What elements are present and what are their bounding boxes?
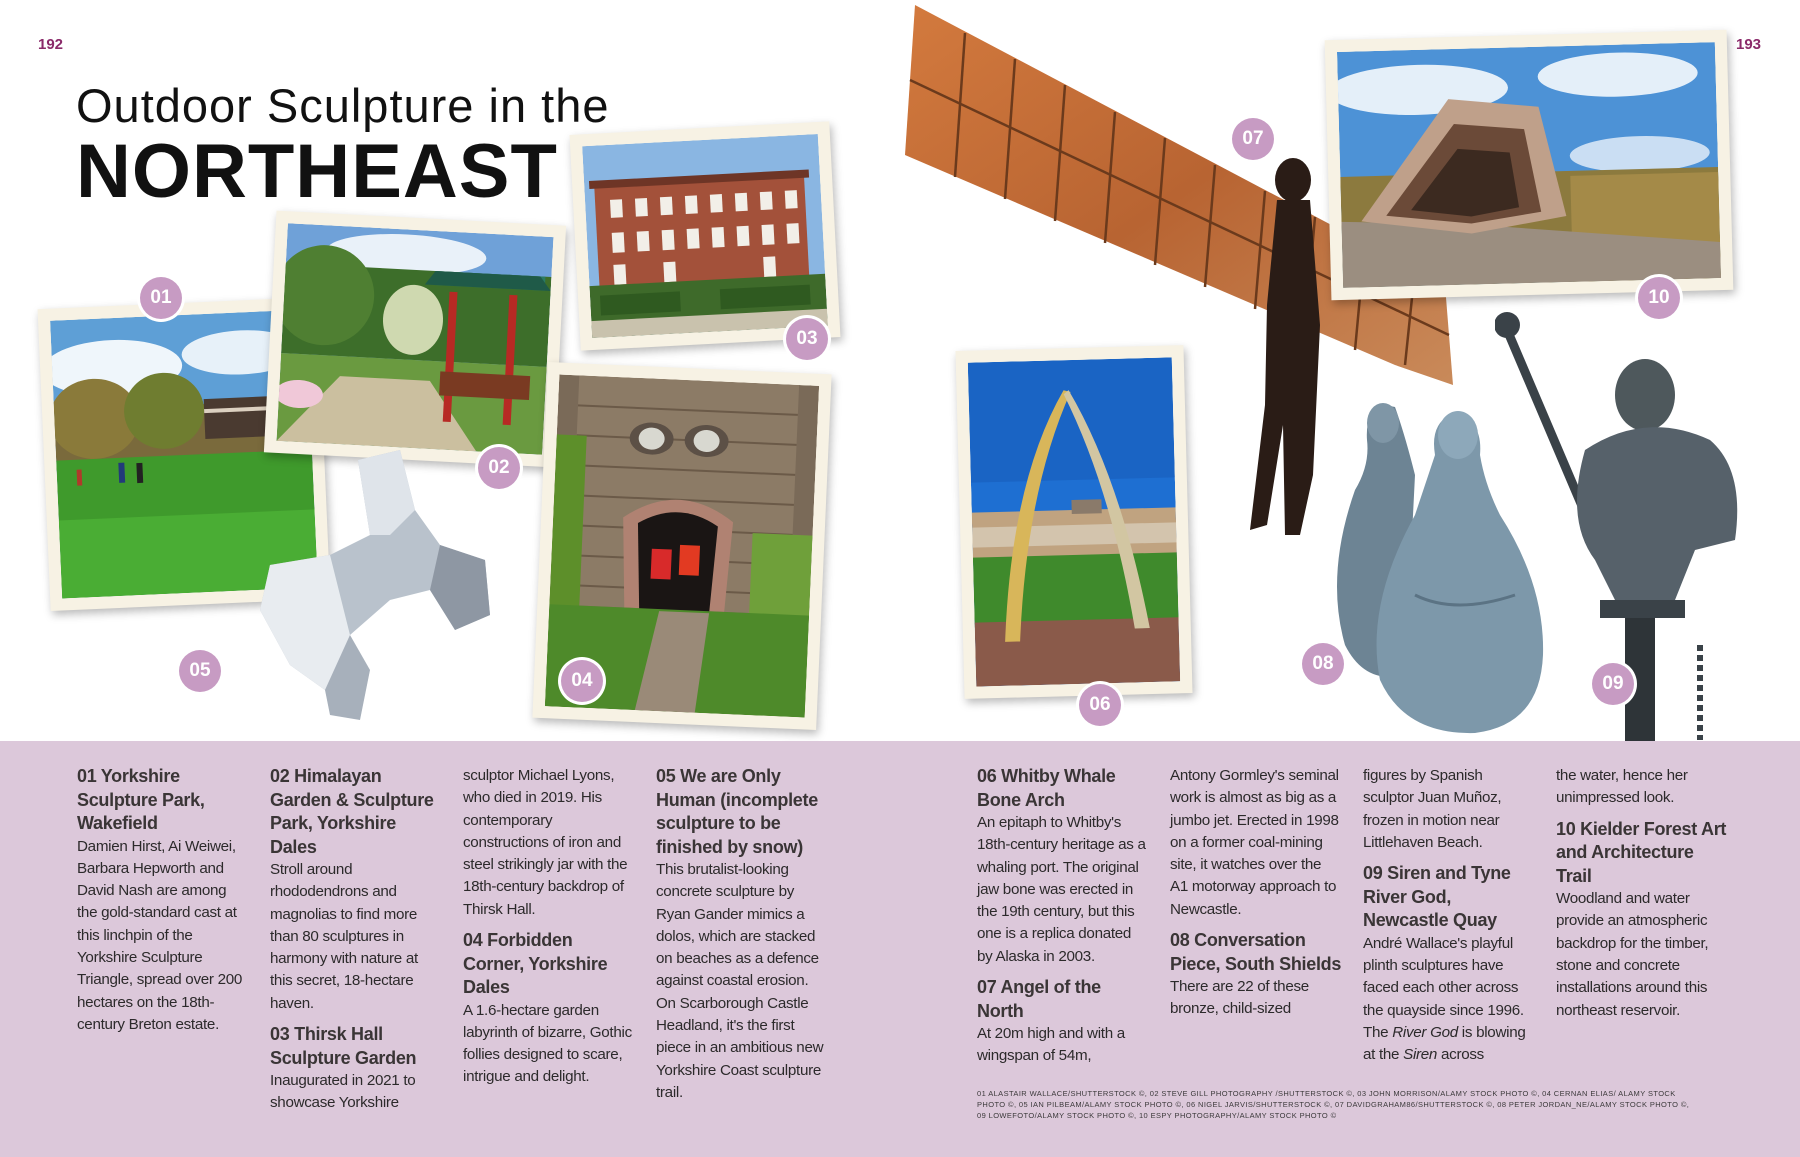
column-8 xyxy=(1556,765,1728,1030)
entry-09-body-part2: is blowing at the xyxy=(1363,1023,1526,1064)
entry-01-body: Damien Hirst, Ai Weiwei, Barbara Hepworth and David Nash are among the gold-standard cast at this linchpin of the Yorkshire Sculpture Triangle, spread over 200 hectares on the 18th-century Breton estate. xyxy=(77,837,243,1033)
entry-03-body-continued: sculptor Michael Lyons, who died in 2019. His contemporary constructions of iron and steel strikingly jar with the 18th-century backdrop of Thirsk Hall. xyxy=(463,767,628,918)
entry-10-body: Woodland and water provide an atmospheric backdrop for the timber, stone and concrete installations around this northeast reservoir. xyxy=(1556,890,1709,1019)
entry-02-heading: 02 Himalayan Garden & Sculpture Park, Yorkshire Dales xyxy=(270,766,434,857)
badge-06: 06 xyxy=(1079,684,1121,726)
badge-07: 07 xyxy=(1232,118,1274,160)
entry-09-body-continued: the water, hence her unimpressed look. xyxy=(1556,767,1688,807)
entry-09-river-god: River God xyxy=(1392,1023,1458,1041)
column-7 xyxy=(1363,765,1535,1074)
column-2 xyxy=(270,765,442,1123)
photo-kielder-forest xyxy=(1325,30,1734,300)
entry-09-body xyxy=(1363,933,1535,1067)
page-number-left: 192 xyxy=(38,36,64,53)
entry-05-heading: 05 We are Only Human (incomplete sculpture to be finished by snow) xyxy=(656,766,818,857)
title-line-2: NORTHEAST xyxy=(76,129,558,214)
entry-05-body: This brutalist-looking concrete sculpture by Ryan Gander mimics a dolos, which are stacked on beaches as a defence against coastal erosion. On Scarborough Castle Headland, it's the first piece in an ambitious new Yorkshire Coast sculpture trail. xyxy=(656,861,824,1101)
entry-03-heading: 03 Thirsk Hall Sculpture Garden xyxy=(270,1024,417,1068)
column-6 xyxy=(1170,765,1342,1029)
badge-02: 02 xyxy=(478,447,520,489)
entry-04-body: A 1.6-hectare garden labyrinth of bizarre, Gothic follies designed to scare, intrigue and delight. xyxy=(463,1001,632,1086)
page-number-right: 193 xyxy=(1736,36,1762,53)
badge-08: 08 xyxy=(1302,643,1344,685)
entry-08-heading: 08 Conversation Piece, South Shields xyxy=(1170,930,1342,974)
entry-09-body-part3: across xyxy=(1437,1046,1484,1064)
photo-himalayan-garden xyxy=(264,211,566,468)
badge-04: 04 xyxy=(561,660,603,702)
entry-06-body: An epitaph to Whitby's 18th-century heritage as a whaling port. The original jaw bone was erected in the 19th century, but this one is a replica donated by Alaska in 2003. xyxy=(977,814,1146,965)
entry-09-body-part1: André Wallace's playful plinth sculptures have faced each other across the quayside since 1996. The xyxy=(1363,934,1524,1041)
entry-10-heading: 10 Kielder Forest Art and Architecture Trail xyxy=(1556,818,1727,886)
badge-10: 10 xyxy=(1638,277,1680,319)
title-line-1: Outdoor Sculpture in the xyxy=(76,79,610,132)
badge-09: 09 xyxy=(1592,663,1634,705)
column-5 xyxy=(977,765,1149,1076)
entry-08-body: There are 22 of these bronze, child-sized xyxy=(1170,978,1309,1018)
photo-siren-and-river-god xyxy=(1495,300,1795,745)
photo-thirsk-hall xyxy=(570,121,841,350)
photo-we-are-only-human-sculpture xyxy=(240,450,500,750)
entry-04-heading: 04 Forbidden Corner, Yorkshire Dales xyxy=(463,930,608,998)
badge-05: 05 xyxy=(179,650,221,692)
entry-02-body: Stroll around rhododendrons and magnolias to find more than 80 sculptures in harmony with nature at this secret, 18-hectare haven. xyxy=(270,861,418,1012)
badge-01: 01 xyxy=(140,277,182,319)
column-4 xyxy=(656,765,828,1112)
entry-07-body: At 20m high and with a wingspan of 54m, xyxy=(977,1025,1125,1065)
column-3 xyxy=(463,765,635,1097)
photo-credits: 01 ALASTAIR WALLACE/SHUTTERSTOCK ©, 02 STEVE GILL PHOTOGRAPHY /SHUTTERSTOCK ©, 03 JOHN MORRISON/ALAMY STOCK PHOTO ©, 04 CERNAN ELIAS/ ALAMY STOCK PHOTO ©, 05 IAN PILBEAM/ALAMY STOCK PHOTO ©, 06 NIGEL JARVIS/SHUTTERSTOCK ©, 07 DAVIDGRAHAM86/SHUTTERSTOCK ©, 08 PETER JORDAN_NE/ALAMY STOCK PHOTO ©, 09 LOWEFOTO/ALAMY STOCK PHOTO ©, 10 ESPY PHOTOGRAPHY/ALAMY STOCK PHOTO © xyxy=(977,1089,1690,1120)
entry-06-heading: 06 Whitby Whale Bone Arch xyxy=(977,766,1116,810)
badge-03: 03 xyxy=(786,318,828,360)
entry-03-body: Inaugurated in 2021 to showcase Yorkshire xyxy=(270,1072,416,1112)
entry-09-heading: 09 Siren and Tyne River God, Newcastle Quay xyxy=(1363,863,1511,931)
entry-07-heading: 07 Angel of the North xyxy=(977,977,1101,1021)
entry-01-heading: 01 Yorkshire Sculpture Park, Wakefield xyxy=(77,766,205,833)
entry-09-siren: Siren xyxy=(1403,1046,1438,1064)
column-1 xyxy=(77,765,249,1044)
entry-08-body-continued: figures by Spanish sculptor Juan Muñoz, frozen in motion near Littlehaven Beach. xyxy=(1363,767,1502,851)
entry-07-body-continued: Antony Gormley's seminal work is almost as big as a jumbo jet. Erected in 1998 on a former coal-mining site, it watches over the A1 motorway approach to Newcastle. xyxy=(1170,767,1339,918)
